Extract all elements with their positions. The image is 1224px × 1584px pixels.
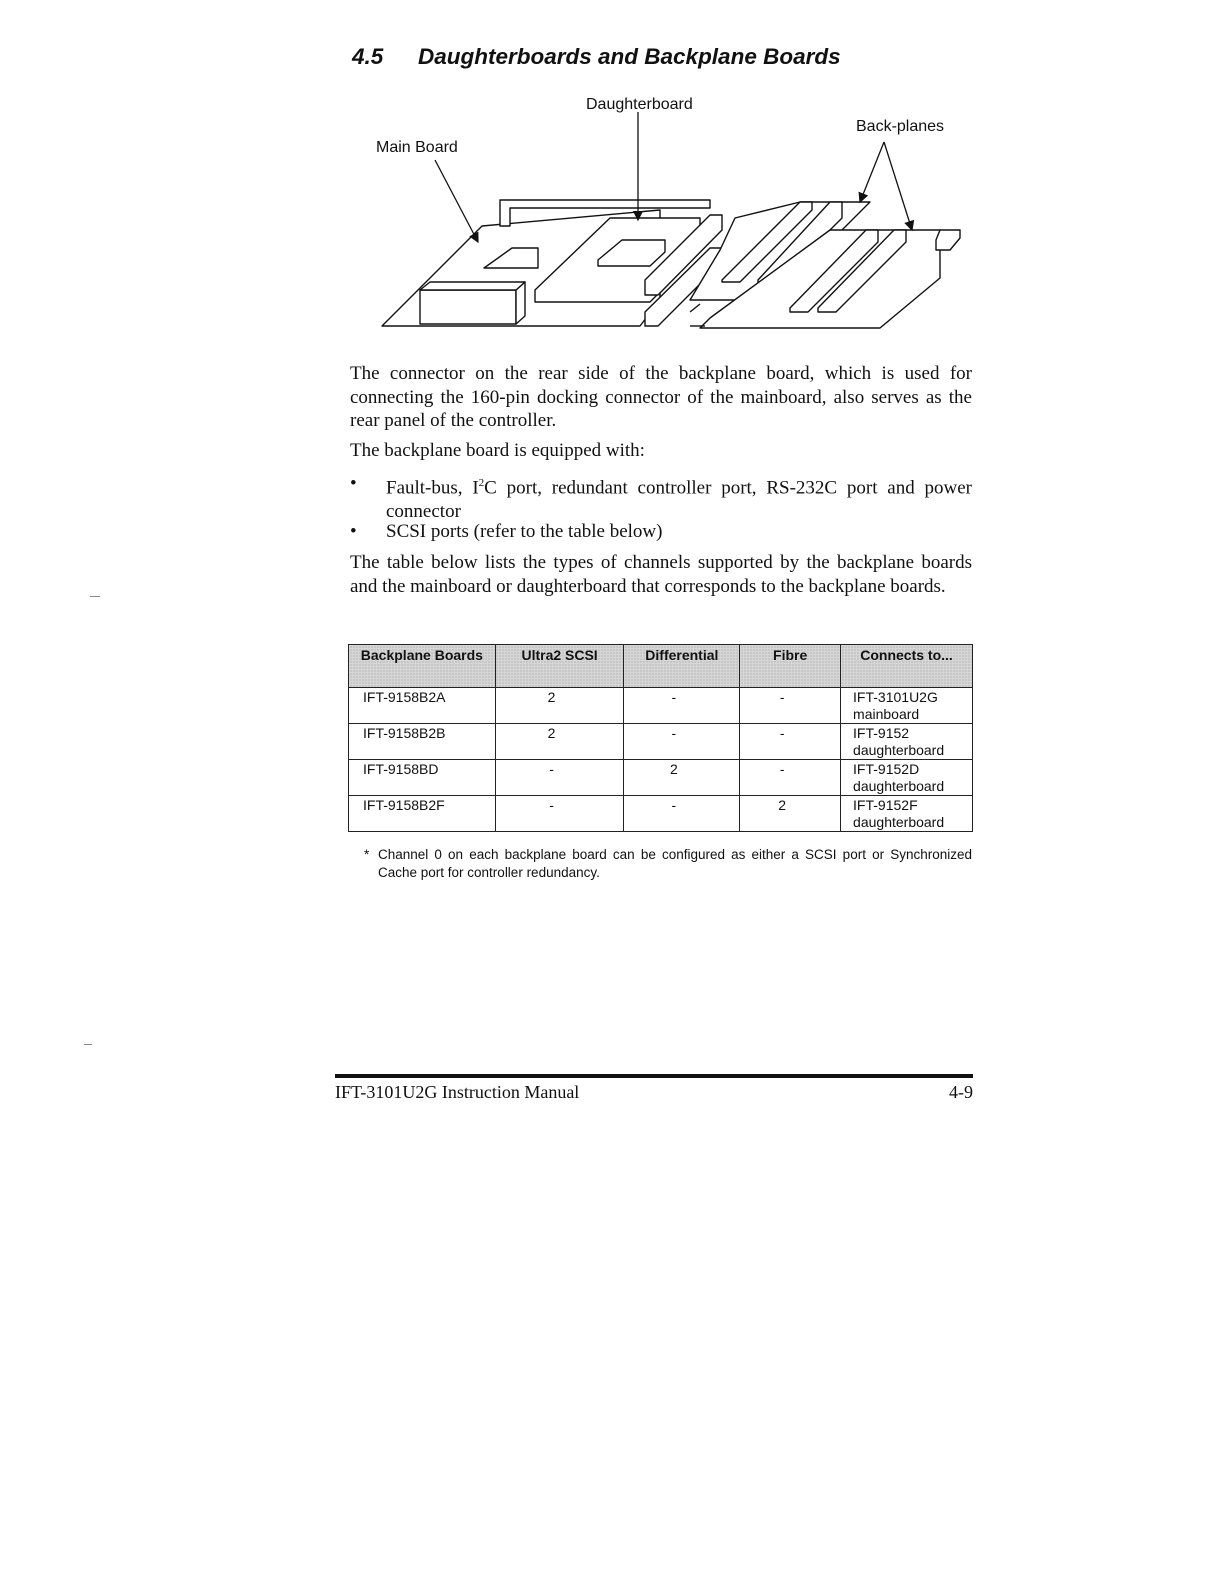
page-number: 4-9	[949, 1082, 973, 1102]
table-cell: -	[740, 760, 841, 796]
footer-rule	[335, 1074, 973, 1078]
bullet-icon: •	[350, 521, 357, 542]
section-title: Daughterboards and Backplane Boards	[418, 44, 841, 69]
table-cell: IFT-9152 daughterboard	[841, 724, 973, 760]
table-cell: -	[624, 724, 740, 760]
scan-artifact	[90, 596, 100, 597]
table-row	[349, 688, 973, 724]
table-cell: IFT-9158B2A	[349, 688, 496, 724]
table-row	[349, 760, 973, 796]
label-backplanes: Back-planes	[856, 118, 945, 135]
bullet-icon: •	[350, 473, 357, 494]
bullet-text: Fault-bus, $I^2C$ port, redundant controller port, RS-232C port and power connector	[386, 477, 972, 522]
table-cell: -	[740, 688, 841, 724]
bullet-text: SCSI ports (refer to the table below)	[386, 521, 663, 542]
footnote-marker: *	[364, 847, 370, 862]
table-cell: -	[740, 724, 841, 760]
table-cell: IFT-9152F daughterboard	[841, 796, 973, 832]
table-cell: 2	[495, 724, 624, 760]
channel-table	[348, 644, 973, 832]
label-daughterboard: Daughterboard	[586, 96, 693, 113]
table-cell: IFT-9158B2B	[349, 724, 496, 760]
section-number: 4.5	[352, 44, 384, 69]
table-header-row	[349, 645, 973, 688]
table-header-cell: Fibre	[740, 645, 841, 688]
table-header-cell: Differential	[624, 645, 740, 688]
table-header-cell: Connects to...	[841, 645, 973, 688]
table-cell: IFT-9158BD	[349, 760, 496, 796]
bullet-item-scsi	[350, 520, 972, 544]
table-row	[349, 724, 973, 760]
table-cell: 2	[740, 796, 841, 832]
bullet-item-ports	[350, 472, 972, 523]
paragraph-equipped: The backplane board is equipped with:	[350, 440, 645, 461]
table-cell: -	[624, 796, 740, 832]
table-cell: IFT-9158B2F	[349, 796, 496, 832]
table-cell: IFT-3101U2G mainboard	[841, 688, 973, 724]
table-cell: -	[495, 796, 624, 832]
table-cell: 2	[624, 760, 740, 796]
scan-artifact	[84, 1044, 92, 1045]
board-diagram	[360, 90, 980, 350]
table-cell: 2	[495, 688, 624, 724]
paragraph-table-intro: The table below lists the types of channels supported by the backplane boards and the mainboard or daughterboard that corresponds to the backplane boards.	[350, 552, 972, 597]
table-header-cell: Backplane Boards	[349, 645, 496, 688]
label-main-board: Main Board	[376, 139, 458, 156]
footnote-text: Channel 0 on each backplane board can be configured as either a SCSI port or Synchronized Cache port for controller redundancy.	[378, 847, 972, 880]
table-cell: IFT-9152D daughterboard	[841, 760, 973, 796]
table-cell: -	[624, 688, 740, 724]
table-row	[349, 796, 973, 832]
table-footnote	[364, 846, 972, 882]
section-heading	[352, 44, 841, 70]
paragraph-connector: The connector on the rear side of the backplane board, which is used for connecting the 160-pin docking connector of the mainboard, also serves as the rear panel of the controller.	[350, 363, 972, 431]
table-cell: -	[495, 760, 624, 796]
table-header-cell: Ultra2 SCSI	[495, 645, 624, 688]
footer-manual-title: IFT-3101U2G Instruction Manual	[335, 1082, 580, 1102]
